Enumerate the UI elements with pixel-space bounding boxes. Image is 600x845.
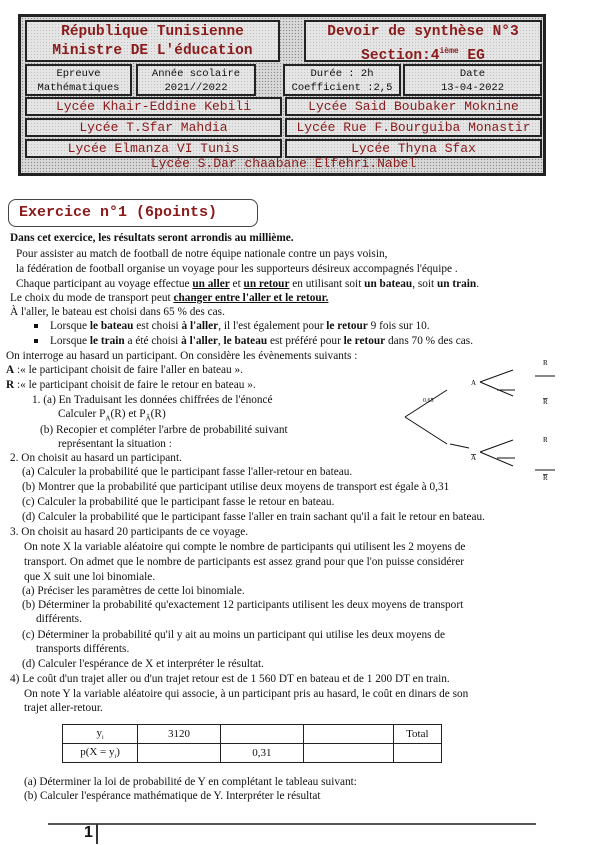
lycee-cell: Lycée Khair-Eddine Kebili — [25, 97, 282, 116]
page-number: 1 — [84, 824, 93, 841]
lycee-cell: Lycée S.Dar chaabane Elfehri.Nabel — [150, 157, 417, 171]
question: (c) Calculer la probabilité que le participant fasse le retour en bateau. — [22, 496, 335, 508]
annee-cell — [136, 64, 256, 96]
bullet-icon — [34, 339, 38, 343]
tree-leaf-rbar: R — [543, 398, 548, 406]
paragraph: On note X la variable aléatoire qui compte le nombre de participants qui utilisent les 2 moyens de — [24, 541, 466, 553]
table-cell — [393, 744, 441, 763]
paragraph: On interroge au hasard un participant. On considère les évènements suivants : — [6, 350, 358, 362]
tree-branch — [480, 440, 513, 452]
table-header-cell: $p(X = y_i)$ — [63, 744, 138, 763]
paragraph: On note Y la variable aléatoire qui associe, à un participant pris au hasard, le coût en dinars de son — [24, 688, 469, 700]
question: (d) Calculer l'espérance de X et interpréter le résultat. — [22, 658, 264, 670]
duree-label: Durée : 2h — [310, 68, 374, 80]
tree-branch — [450, 444, 469, 448]
tree-node-abar: A — [471, 454, 477, 462]
paragraph: que X suit une loi binomiale. — [24, 571, 156, 583]
tree-leaf-r: R — [543, 436, 548, 444]
table-header-cell: $y_i$ — [63, 725, 138, 744]
ministry-label: Ministre DE L'éducation — [52, 43, 253, 59]
bullet-item: Lorsque le train a été choisi à l'aller, le bateau est préféré pour le retour dans 70 % des cas. — [34, 335, 473, 348]
annee-label: Année scolaire — [151, 68, 241, 80]
event-r: R :« le participant choisit de faire le retour en bateau ». — [6, 379, 256, 391]
tree-branch — [480, 382, 513, 396]
section-label: Section:4ième EG — [361, 47, 485, 62]
paragraph: À l'aller, le bateau est choisi dans 65 % des cas. — [10, 306, 225, 318]
probability-table — [62, 724, 442, 763]
paragraph: Pour assister au match de football de notre équipe nationale contre un pays voisin, — [16, 248, 388, 260]
intro-text: Dans cet exercice, les résultats seront arrondis au millième. — [10, 232, 294, 244]
question: (d) Calculer la probabilité que le participant fasse l'aller en train sachant qu'il a fait le retour en bateau. — [22, 511, 485, 523]
republic-label: République Tunisienne — [61, 24, 244, 40]
tree-branch — [480, 452, 513, 466]
table-cell — [303, 744, 393, 763]
question: 3. On choisit au hasard 20 participants de ce voyage. — [10, 526, 249, 538]
page-number-divider — [96, 824, 98, 844]
exercise-title: Exercice n°1 (6points) — [8, 199, 258, 227]
date-cell — [403, 64, 542, 96]
bullet-item: Lorsque le bateau est choisi à l'aller, il l'est également pour le retour 9 fois sur 10. — [34, 320, 430, 333]
date-label: Date — [459, 68, 486, 80]
question: (a) Préciser les paramètres de cette loi binomiale. — [22, 585, 245, 597]
date-value: 13-04-2022 — [440, 82, 504, 94]
epreuve-label: Epreuve — [56, 68, 101, 80]
table-cell: 3120 — [138, 725, 221, 744]
tree-prob-label: 0,65 — [423, 398, 434, 404]
table-cell — [138, 744, 221, 763]
question: (b) Montrer que la probabilité que participant utilise deux moyens de transport est égale à 0,31 — [22, 481, 450, 493]
table-cell: 0,31 — [221, 744, 304, 763]
table-header-cell: Total — [393, 725, 441, 744]
republic-ministry-cell — [25, 20, 280, 62]
tree-leaf-rbar: R — [543, 474, 548, 482]
table-row — [63, 744, 442, 763]
header-box — [18, 14, 546, 176]
question: (c) Déterminer la probabilité qu'il y ait au moins un participant qui utilise les deux moyens de — [22, 629, 446, 641]
annee-value: 2021//2022 — [164, 82, 228, 94]
lycee-cell: Lycée Rue F.Bourguiba Monastir — [285, 118, 542, 137]
tree-branch — [480, 370, 513, 382]
duree-cell — [283, 64, 401, 96]
question: (b) Calculer l'espérance mathématique de Y. Interpréter le résultat — [24, 790, 321, 802]
question: (b) Déterminer la probabilité qu'exactement 12 participants utilisent les deux moyens de transport — [22, 599, 464, 611]
lycee-cell: Lycée Said Boubaker Moknine — [285, 97, 542, 116]
probability-tree — [395, 352, 580, 492]
exam-title: Devoir de synthèse N°3 — [327, 24, 519, 40]
bullet-icon — [34, 324, 38, 328]
lycee-cell: Lycée T.Sfar Mahdia — [25, 118, 282, 137]
question: différents. — [36, 613, 82, 625]
paragraph: trajet aller-retour. — [24, 702, 103, 714]
table-row — [63, 725, 442, 744]
tree-leaf-r: R — [543, 359, 548, 367]
paragraph: la fédération de football organise un voyage pour les supporteurs désireux accompagnés l'équipe . — [16, 263, 458, 275]
question: représentant la situation : — [58, 438, 172, 450]
question: (a) Calculer la probabilité que le participant fasse l'aller-retour en bateau. — [22, 466, 353, 478]
question: (a) Déterminer la loi de probabilité de Y en complétant le tableau suivant: — [24, 776, 357, 788]
question: (b) Recopier et compléter l'arbre de probabilité suivant — [40, 424, 288, 436]
paragraph: Le choix du mode de transport peut changer entre l'aller et le retour. — [10, 292, 329, 304]
table-cell — [303, 725, 393, 744]
coef-label: Coefficient :2,5 — [291, 82, 393, 94]
lycee-cell: Lycée Elmanza VI Tunis — [25, 139, 282, 158]
paragraph: Chaque participant au voyage effectue un aller et un retour en utilisant soit un bateau, soit un train. — [16, 278, 480, 290]
tree-branch — [405, 417, 447, 444]
paragraph: transport. On admet que le nombre de participants est assez grand pour que l'on puisse considérer — [24, 556, 464, 568]
event-a: A :« le participant choisit de faire l'aller en bateau ». — [6, 364, 243, 376]
table-cell — [221, 725, 304, 744]
question: 4) Le coût d'un trajet aller ou d'un trajet retour est de 1 560 DT en bateau et de 1 200 DT en train. — [10, 673, 450, 685]
epreuve-value: Mathématiques — [37, 82, 120, 94]
question: transports différents. — [36, 643, 130, 655]
question: 1. (a) En Traduisant les données chiffrées de l'énoncé — [32, 394, 273, 406]
epreuve-cell — [25, 64, 132, 96]
lycee-cell: Lycée Thyna Sfax — [285, 139, 542, 158]
footer-divider — [48, 823, 536, 825]
exam-title-cell — [304, 20, 542, 62]
tree-node-a: A — [471, 379, 477, 387]
question: Calculer $P_A(R)$ et $P_Ā(R)$ — [58, 408, 166, 423]
question: 2. On choisit au hasard un participant. — [10, 452, 182, 464]
